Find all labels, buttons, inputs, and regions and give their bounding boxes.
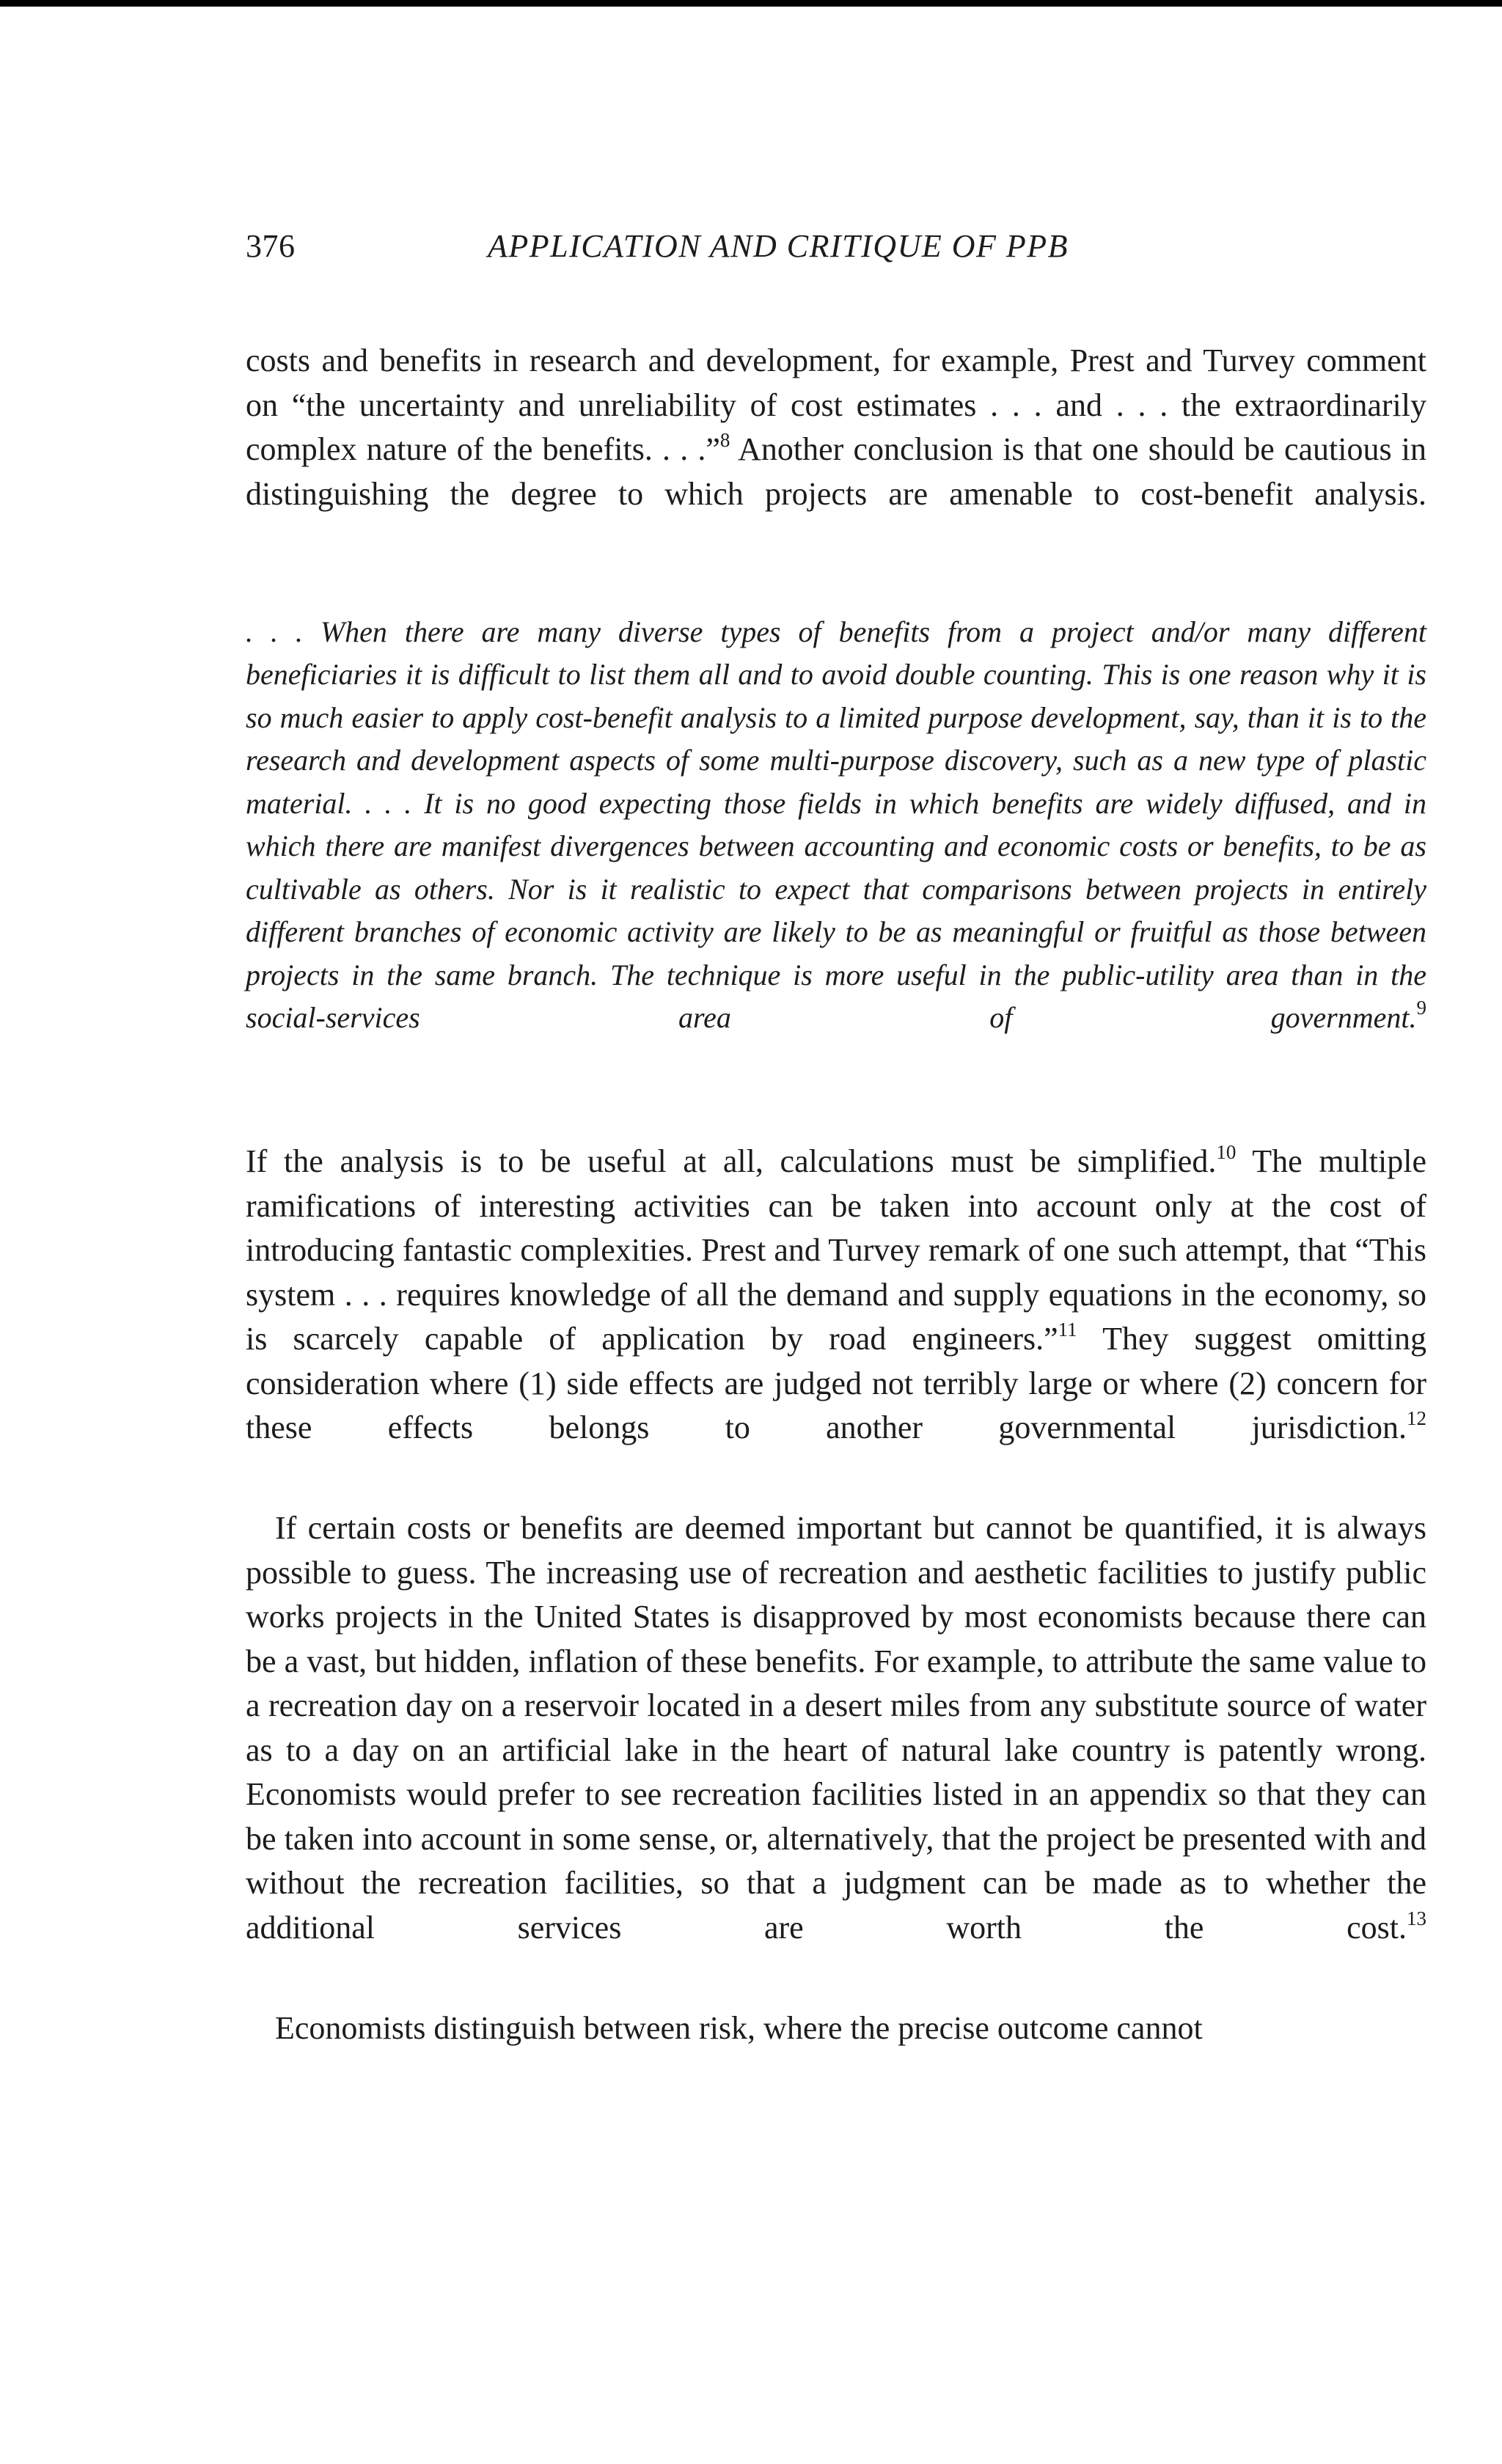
paragraph-opening bbox=[246, 339, 1426, 561]
paragraph-recreation bbox=[246, 1506, 1426, 1995]
footnote-marker: 11 bbox=[1058, 1319, 1077, 1341]
quotation-text: . . . When there are many diverse types of benefits from a project and/or many different beneficiaries it is difficult to list them all and to avoid double counting. This is one reason why it is so much easier to apply cost-benefit analysis to a limited purpose development, say, than it is to the research and development aspects of some multi-purpose discovery, such as a new type of plastic material. . . . It is no good expecting those fields in which benefits are widely diffused, and in which there are manifest divergences between accounting and economic costs or benefits, to be as cultivable as others. Nor is it realistic to expect that comparisons between projects in entirely different branches of economic activity are likely to be as meaningful or fruitful as those between projects in the same branch. The technique is more useful in the public-utility area than in the social-services area of government. bbox=[246, 615, 1426, 1034]
paragraph-text: costs and benefits in research and development, for example, Prest and Turvey comment on “the uncertainty and unreliability of cost estimates . . . and . . . the extraordinarily complex nature of the benefits. . . .” bbox=[246, 342, 1426, 467]
book-page bbox=[246, 227, 1426, 2050]
paragraph-text: The multiple ramifications of interesting activities can be taken into account only at the cost of introducing fantastic complexities. Prest and Turvey remark of one such attempt, that “This system . . . requires knowledge of all the demand and supply equations in the economy, so is scarcely capable of application by road engineers.” bbox=[246, 1143, 1427, 1357]
page-header bbox=[246, 227, 1426, 271]
footnote-marker: 9 bbox=[1416, 997, 1426, 1019]
block-quotation bbox=[246, 611, 1426, 1083]
page-number: 376 bbox=[246, 228, 296, 264]
top-border-rule bbox=[0, 0, 1502, 7]
footnote-marker: 8 bbox=[719, 429, 730, 451]
footnote-marker: 12 bbox=[1407, 1407, 1426, 1429]
footnote-marker: 10 bbox=[1216, 1141, 1237, 1163]
footnote-marker: 13 bbox=[1407, 1907, 1426, 1929]
paragraph-text: If certain costs or benefits are deemed important but cannot be quantified, it is always possible to guess. The increasing use of recreation and aesthetic facilities to justify public works projects in the United States is disapproved by most economists because there can be a vast, but hidden, inflation of these benefits. For example, to attribute the same value to a recreation day on a reservoir located in a desert miles from any substitute source of water as to a day on an artificial lake in the heart of natural lake country is patently wrong. Economists would prefer to see recreation facilities listed in an appendix so that they can be taken into account in some sense, or, alternatively, that the project be presented with and without the recreation facilities, so that a judgment can be made as to whether the additional services are worth the cost. bbox=[246, 1510, 1426, 1946]
paragraph-simplification bbox=[246, 1140, 1426, 1495]
running-head: APPLICATION AND CRITIQUE OF PPB bbox=[488, 228, 1069, 264]
paragraph-text: They suggest omitting consideration where (1) side effects are judged not terribly large or where (2) concern for these effects belongs to another governmental jurisdiction. bbox=[246, 1321, 1426, 1445]
paragraph-risk bbox=[246, 2006, 1426, 2051]
paragraph-text: Economists distinguish between risk, where the precise outcome cannot bbox=[275, 2009, 1203, 2046]
paragraph-text: Another conclusion is that one should be cautious in distinguishing the degree to which projects are amenable to cost-benefit analysis. bbox=[246, 431, 1426, 512]
paragraph-text: If the analysis is to be useful at all, calculations must be simplified. bbox=[246, 1143, 1217, 1179]
